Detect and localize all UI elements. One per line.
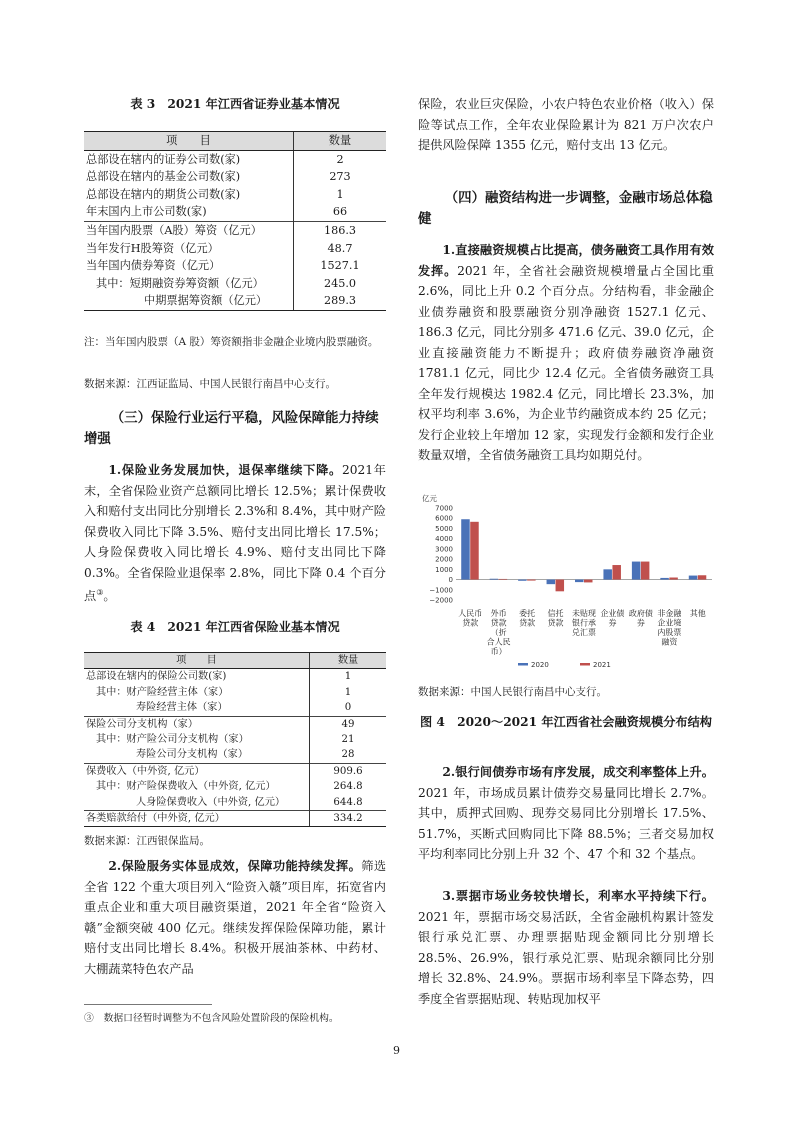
table-row: 中期票据筹资额（亿元） 289.3 <box>84 292 386 310</box>
financing-paragraph-2: 2.银行间债券市场有序发展，成交利率整体上升。2021 年，市场成员累计债券交易量同比增长 2.7%。其中，质押式回购、现券交易同比分别增长 17.5%、51.7%，买断式回购同比下降 88.5%；三者交易加权平均利率同比分别上升 32 个、47 个和 32 个基点。 <box>418 765 714 861</box>
y-tick-label: −1000 <box>429 586 453 595</box>
page-number: 9 <box>393 1044 400 1057</box>
y-tick-label: 7000 <box>435 504 453 513</box>
table-row: 其中：财产险保费收入（中外资, 亿元） 264.8 <box>84 779 386 794</box>
bar-2021-3 <box>556 580 565 592</box>
x-category-label: 未贴现 <box>572 609 596 618</box>
chart-source: 数据来源：中国人民银行南昌中心支行。 <box>418 686 607 698</box>
y-tick-label: 5000 <box>435 524 453 533</box>
bar-2020-3 <box>547 580 556 585</box>
table-row: 其中：财产险经营主体（家） 1 <box>84 685 386 700</box>
table-row: 年末国内上市公司数(家) 66 <box>84 203 386 221</box>
x-category-label: 外币 <box>490 609 507 618</box>
legend-swatch-2021 <box>580 663 590 666</box>
insurance-paragraph-continued: 保险，农业巨灾保险，小农户特色农业价格（收入）保险等试点工作，全年农业保险累计为 821 万户次农户提供风险保障 1355 亿元，赔付支出 13 亿元。 <box>418 97 714 152</box>
bar-2021-6 <box>641 562 650 580</box>
x-category-label: 委托 <box>519 609 536 618</box>
section4-heading: （四）融资结构进一步调整，金融市场总体稳健 <box>418 190 713 227</box>
x-category-label: 内股票 <box>657 628 682 637</box>
footnote-divider <box>84 1004 212 1005</box>
table3-caption: 表 3 2021 年江西省证券业基本情况 <box>130 97 340 111</box>
bar-2021-0 <box>470 522 479 580</box>
footnote: ③ 数据口径暂时调整为不包含风险处置阶段的保险机构。 <box>84 1013 339 1024</box>
financing-paragraph-1: 1.直接融资规模占比提高，债务融资工具作用有效发挥。2021 年，全省社会融资规模增量占全国比重 2.6%，同比上升 0.2 个百分点。分结构看，非金融企业债券融资和股票融资分别净融资 1527.1 亿元、186.3 亿元，同比分别多 471.6 亿元、39.0 亿元，企业直接融资能力不断提升；政府债券融资净融资 1781.1 亿元，同比少 12.4 亿元。全省债务融资工具全年发行规模达 1982.4 亿元，同比增长 23.3%，加权平均利率 3.6%，为企业节约融资成本约 25 亿元；发行企业较上年增加 12 家，实现发行金额和发行企业数量双增，全省债务融资工具均如期兑付。 <box>418 243 715 462</box>
y-axis-unit: 亿元 <box>422 494 437 503</box>
table-row: 当年发行H股筹资（亿元） 48.7 <box>84 240 386 258</box>
x-category-label: 兑汇票 <box>572 628 596 637</box>
x-category-label: 券 <box>636 618 645 628</box>
table3-source: 数据来源：江西证监局、中国人民银行南昌中心支行。 <box>84 378 336 390</box>
table3 <box>84 131 386 311</box>
x-category-label: 政府债 <box>628 609 653 618</box>
table-row: 寿险经营主体（家） 0 <box>84 700 386 716</box>
financing-paragraph-3: 3.票据市场业务较快增长，利率水平持续下行。2021 年，票据市场交易活跃，全省金融机构累计签发银行承兑汇票、办理票据贴现金额同比分别增长 28.5%、26.9%，银行承兑汇票、贴现余额同比分别增长 32.8%、24.9%。票据市场利率呈下降态势，四季度全省票据贴现、转贴现加权平 <box>418 889 714 1006</box>
x-category-label: 贷款 <box>519 618 536 628</box>
insurance-paragraph-1: 1.保险业务发展加快，退保率继续下降。2021年末，全省保险业资产总额同比增长 12.5%；累计保费收入和赔付支出同比分别增长 2.3%和 8.4%，其中财产险保费收入同比下降 3.5%、赔付支出同比增长 17.5%；人身险保费收入同比增长 4.9%、赔付支出同比下降 0.3%。全省保险业退保率 2.8%，同比下降 0.4 个百分点③。 <box>84 463 386 604</box>
x-category-label: 贷款 <box>462 618 479 628</box>
table-row: 总部设在辖内的基金公司数(家) 273 <box>84 168 386 186</box>
table-row: 当年国内债券筹资（亿元） 1527.1 <box>84 257 386 275</box>
x-category-label: 券 <box>608 618 617 628</box>
table-row: 寿险公司分支机构（家） 28 <box>84 747 386 763</box>
bar-2021-5 <box>612 565 621 580</box>
y-tick-label: 4000 <box>435 535 453 544</box>
table4-caption: 表 4 2021 年江西省保险业基本情况 <box>130 620 340 634</box>
table-row: 当年国内股票（A股）筹资（亿元） 186.3 <box>84 221 386 239</box>
table-row: 总部设在辖内的证券公司数(家) 2 <box>84 150 386 168</box>
table-row: 其中：财产险公司分支机构（家） 21 <box>84 732 386 747</box>
table4-source: 数据来源：江西银保监局。 <box>84 835 210 847</box>
table4 <box>84 652 386 827</box>
x-category-label: 信托 <box>547 609 564 618</box>
bar-2021-2 <box>527 580 536 581</box>
x-category-label: 贷款 <box>547 618 564 628</box>
y-tick-label: 0 <box>448 576 453 585</box>
bar-2020-1 <box>490 579 499 580</box>
table-row: 保费收入（中外资, 亿元） 909.6 <box>84 763 386 779</box>
y-tick-label: 3000 <box>435 545 453 554</box>
x-category-label: （折 <box>490 628 507 637</box>
x-category-label: 企业境 <box>657 618 682 628</box>
table3-header-item: 项 目 <box>84 132 294 151</box>
table4-header-value: 数量 <box>310 653 387 669</box>
y-tick-label: 6000 <box>435 514 453 523</box>
x-category-label: 融资 <box>661 637 678 647</box>
table-row: 保险公司分支机构（家） 49 <box>84 716 386 732</box>
table3-header-value: 数量 <box>294 132 387 151</box>
bar-2021-7 <box>669 578 678 580</box>
legend-swatch-2020 <box>518 663 528 666</box>
bar-2020-5 <box>603 569 612 579</box>
bar-2021-4 <box>584 580 593 583</box>
bar-2020-2 <box>518 580 527 581</box>
section3-heading: （三）保险行业运行平稳，风险保障能力持续增强 <box>84 410 379 447</box>
table-row: 人身险保费收入（中外资, 亿元） 644.8 <box>84 795 386 811</box>
x-category-label: 币） <box>490 647 507 656</box>
table4-header-item: 项 目 <box>84 653 310 669</box>
table-row: 各类赔款给付（中外资, 亿元） 334.2 <box>84 811 386 827</box>
x-category-label: 企业债 <box>600 609 625 618</box>
bar-2021-8 <box>698 575 707 579</box>
table-row: 总部设在辖内的保险公司数(家) 1 <box>84 669 386 685</box>
table-row: 其中：短期融资券筹资额（亿元） 245.0 <box>84 275 386 293</box>
x-category-label: 其他 <box>689 609 706 618</box>
y-tick-label: −2000 <box>429 596 453 605</box>
footnote-marker: ③ <box>96 588 104 597</box>
x-category-label: 合人民 <box>486 637 511 647</box>
x-category-label: 人民币 <box>458 609 483 618</box>
bar-2020-8 <box>689 576 698 580</box>
legend-label: 2021 <box>593 661 611 669</box>
y-tick-label: 2000 <box>435 555 453 564</box>
financing-structure-chart <box>418 492 714 674</box>
bar-2020-6 <box>632 562 641 580</box>
legend-label: 2020 <box>531 661 549 669</box>
insurance-paragraph-2: 2.保险服务实体显成效，保障功能持续发挥。筛选全省 122 个重大项目列入“险资入赣”项目库，拓宽省内重点企业和重大项目融资渠道，2021 年全省“险资入赣”金额突破 400 亿元。继续发挥保险保障功能，累计赔付支出同比增长 8.4%。积极开展油茶林、中药材、大棚蔬菜特色农产品 <box>84 859 387 976</box>
bar-2021-1 <box>499 579 508 580</box>
bar-2020-4 <box>575 580 584 583</box>
x-category-label: 银行承 <box>572 618 596 628</box>
table3-note: 注：当年国内股票（A 股）筹资额指非金融企业境内股票融资。 <box>84 336 379 348</box>
bar-2020-7 <box>660 578 669 580</box>
y-tick-label: 1000 <box>435 565 453 574</box>
figure4-caption: 图 4 2020～2021 年江西省社会融资规模分布结构 <box>420 715 712 729</box>
x-category-label: 非金融 <box>657 609 682 618</box>
x-category-label: 贷款 <box>490 618 507 628</box>
table-row: 总部设在辖内的期货公司数(家) 1 <box>84 186 386 204</box>
bar-2020-0 <box>461 519 470 579</box>
